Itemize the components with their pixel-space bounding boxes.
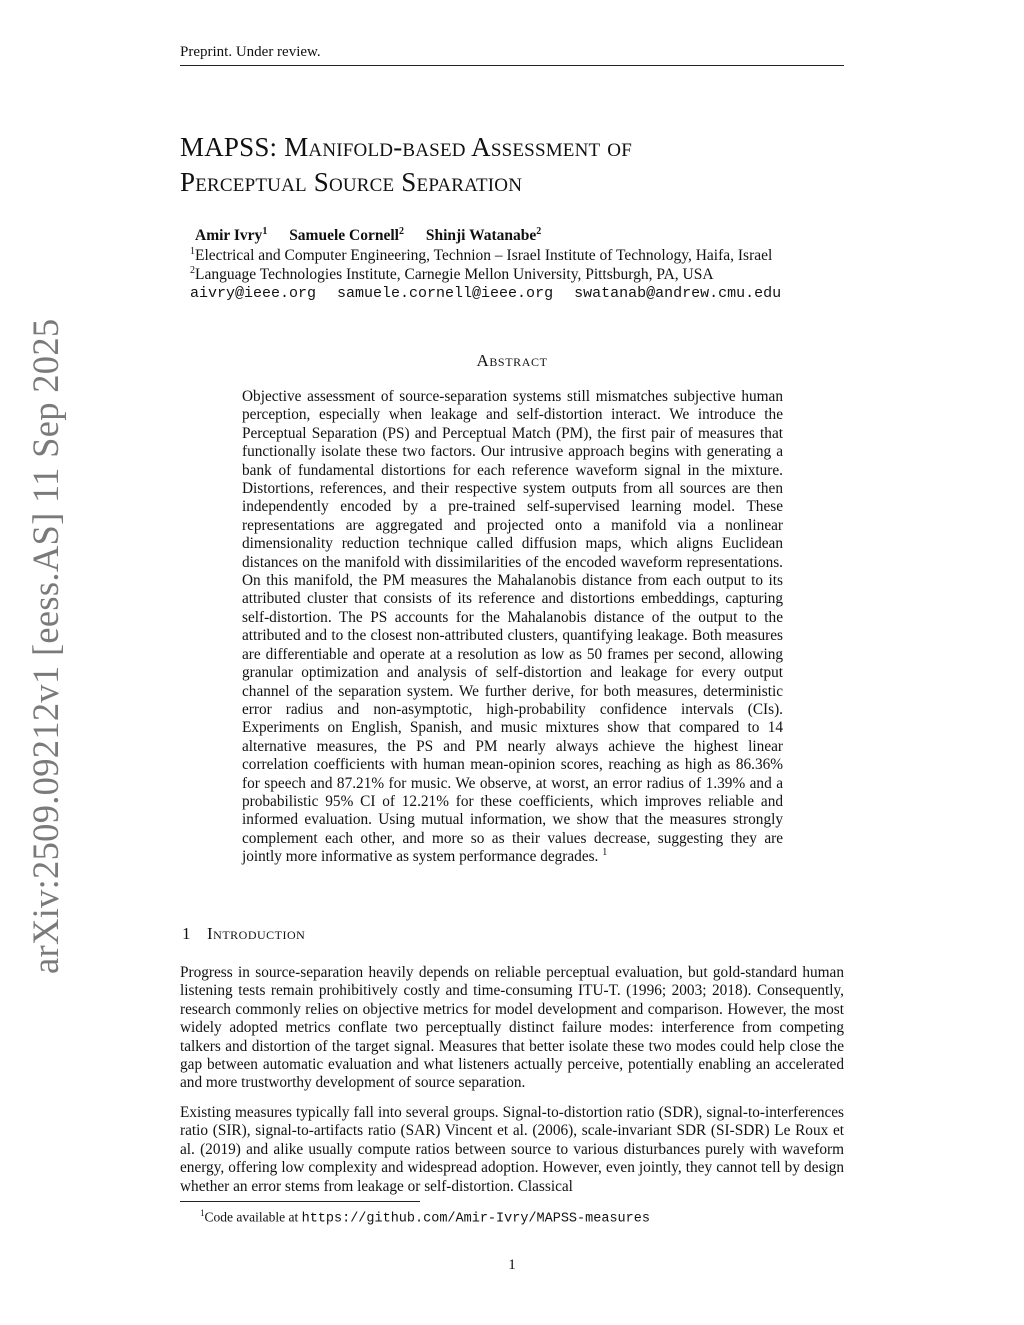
author: Amir Ivry$^1$ — [195, 226, 268, 245]
affiliation: $^2$Language Technologies Institute, Carnegie Mellon University, Pittsburgh, PA, USA — [190, 265, 714, 284]
email[interactable]: swatanab@andrew.cmu.edu — [574, 285, 782, 302]
footnote-marker[interactable]: 1 — [602, 847, 608, 859]
author: Shinji Watanabe$^2$ — [425, 226, 542, 245]
author: Samuele Cornell$^2$ — [289, 226, 404, 245]
title-line-1: MAPSS: Manifold-based Assessment of — [180, 132, 632, 162]
code-link[interactable]: https://github.com/Amir-Ivry/MAPSS-measures — [301, 1211, 650, 1227]
intro-paragraph: Progress in source-separation heavily depends on reliable perceptual evaluation, but gold-standard human listening tests remain prohibitively costly and time-consuming ITU-T. (1996; 2003; 2018). Consequently, research commonly relies on objective metrics for model development and comparison. However, the most widely adopted metrics conflate two perceptually distinct failure modes: interference from competing talkers and distortion of the target signal. Measures that better isolate these two modes could help close the gap between automatic evaluation and what listeners actually perceive, potentially enabling an accelerated and more trustworthy development of source separation. — [180, 964, 844, 1092]
page-number: 1 — [508, 1257, 516, 1273]
author-list — [195, 226, 559, 245]
author-emails — [190, 285, 802, 302]
email[interactable]: aivry@ieee.org — [190, 285, 317, 302]
abstract-text: Objective assessment of source-separation systems still mismatches subjective human perception, especially when leakage and self-distortion interact. We introduce the Perceptual Separation (PS) and Perceptual Match (PM), the first pair of measures that functionally isolate these two factors. Our intrusive approach begins with generating a bank of fundamental distortions for each reference waveform signal in the mixture. Distortions, references, and their respective system outputs from all sources are then independently encoded by a pre-trained self-supervised learning model. These representations are aggregated and projected onto a manifold via a nonlinear dimensionality reduction technique called diffusion maps, which aligns Euclidean distances on the manifold with dissimilarities of the encoded waveform representations. On this manifold, the PM measures the Mahalanobis distance from each output to its attributed cluster that consists of its reference and distortions embeddings, capturing self-distortion. The PS accounts for the Mahalanobis distance of the output to the attributed and to the closest non-attributed clusters, quantifying leakage. Both measures are differentiable and operate at a resolution as low as 50 frames per second, allowing granular optimization and analysis of self-distortion and leakage for every output channel of the separation system. We further derive, for both measures, deterministic error radius and non-asymptotic, high-probability confidence intervals (CIs). Experiments on English, Spanish, and music mixtures show that compared to 14 alternative measures, the PS and PM nearly always achieve the highest linear correlation coefficients with human mean-opinion scores, reaching as high as 86.36% for speech and 87.21% for music. We observe, at worst, an error radius of 1.39% and a probabilistic 95% CI of 12.21% for these coefficients, which improves reliable and informed evaluation. Using mutual information, we show that the measures strongly complement each other, and more so as their values decrease, suggesting they are jointly more informative as system performance degrades. $^1$ — [242, 388, 783, 866]
arxiv-identifier-stamp: arXiv:2509.09212v1 [eess.AS] 11 Sep 2025 — [25, 318, 66, 974]
section-heading-introduction: 1 Introduction — [182, 924, 306, 943]
title-line-2: Perceptual Source Separation — [180, 167, 523, 197]
header-rule — [180, 65, 844, 66]
email[interactable]: samuele.cornell@ieee.org — [337, 285, 554, 302]
abstract-heading: Abstract — [476, 351, 548, 370]
running-head: Preprint. Under review. — [180, 44, 321, 60]
affiliation: $^1$Electrical and Computer Engineering, Technion – Israel Institute of Technology, Haifa, Israel — [190, 246, 773, 265]
footnote-rule — [180, 1201, 420, 1202]
footnote: $^1$Code available at https://github.com/Amir-Ivry/MAPSS-measures — [200, 1208, 650, 1227]
paper-title — [180, 130, 632, 200]
intro-paragraph: Existing measures typically fall into several groups. Signal-to-distortion ratio (SDR), signal-to-interferences ratio (SIR), signal-to-artifacts ratio (SAR) Vincent et al. (2006), scale-invariant SDR (SI-SDR) Le Roux et al. (2019) and alike usually compute ratios between source to various disturbances purely with waveform energy, offering low complexity and widespread adoption. However, even jointly, they cannot tell by design whether an error stems from leakage or self-distortion. Classical — [180, 1104, 844, 1195]
